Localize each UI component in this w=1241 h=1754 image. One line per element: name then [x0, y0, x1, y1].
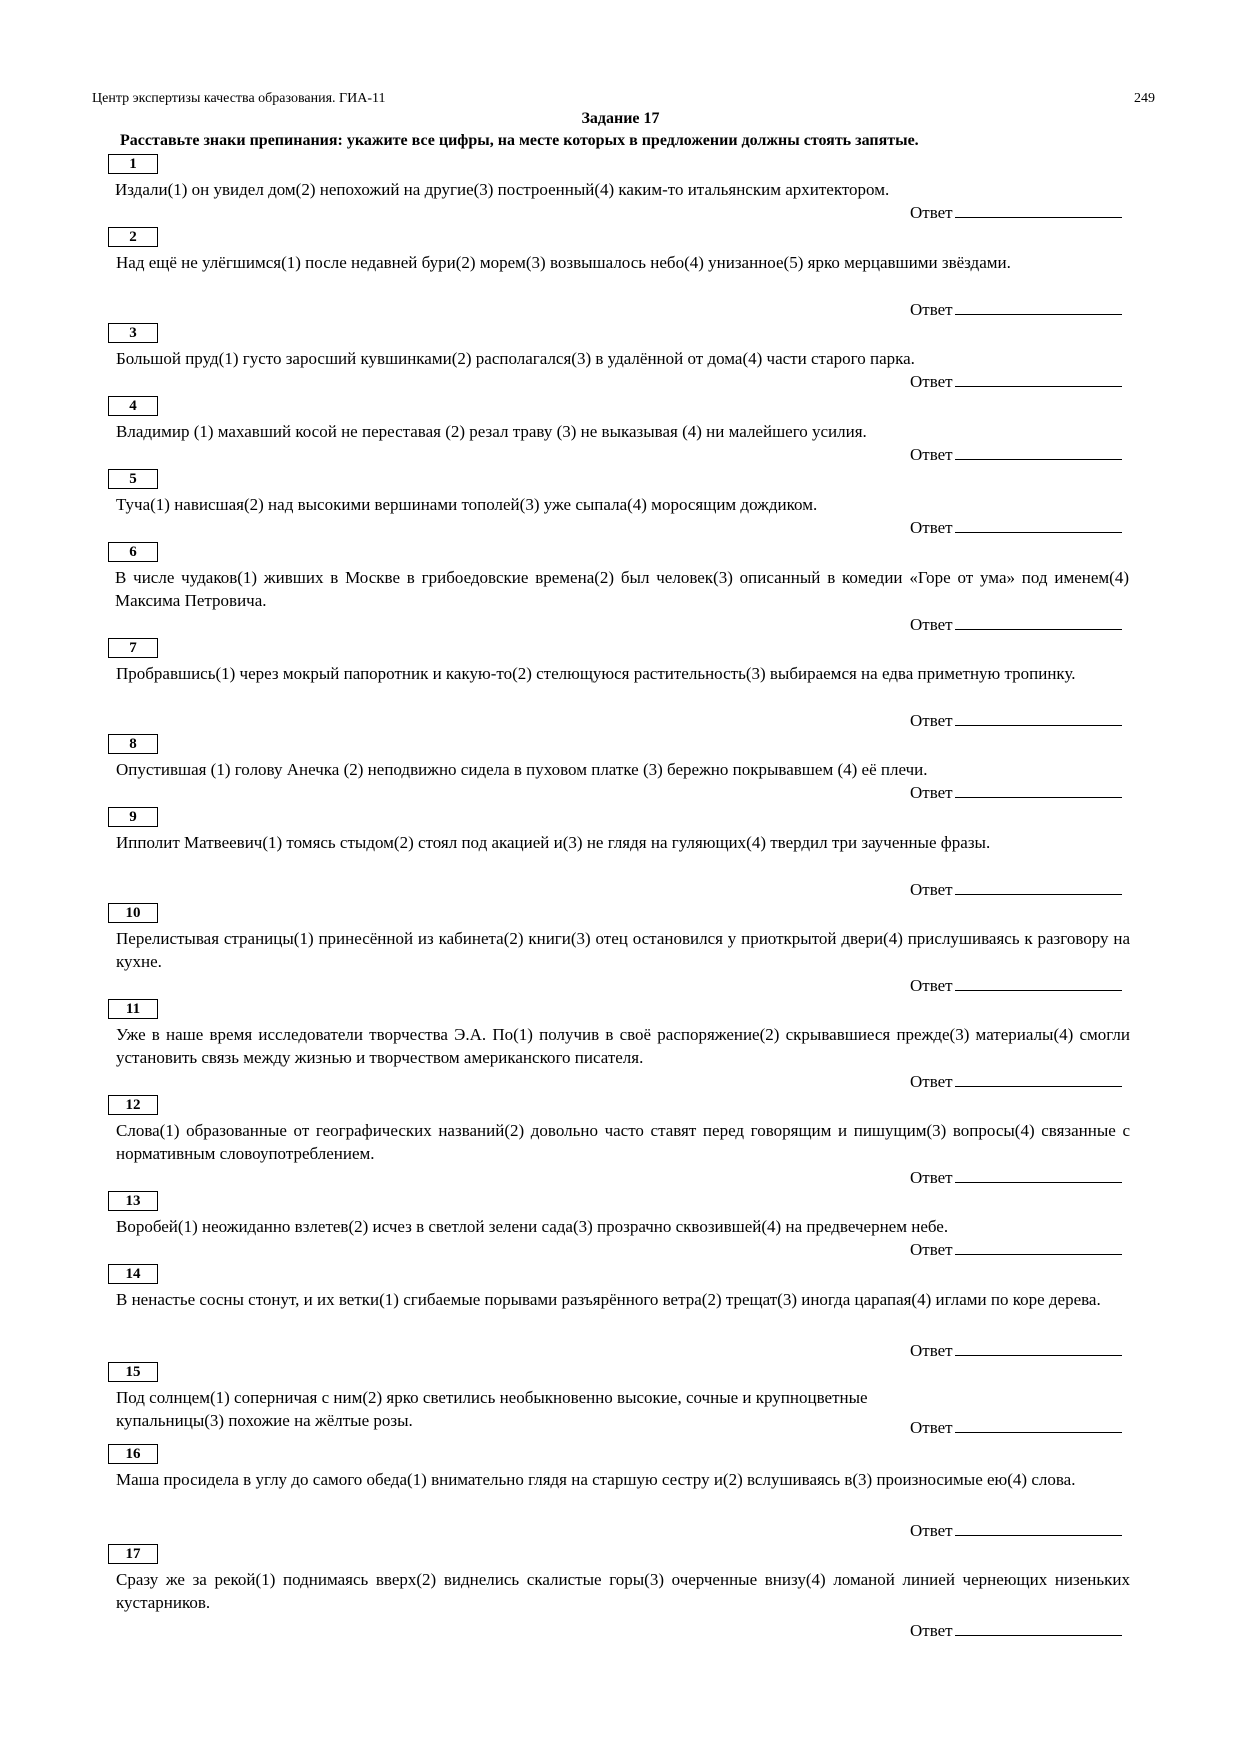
answer-label: Ответ [910, 1521, 953, 1540]
page-number: 249 [1134, 91, 1155, 106]
answer-line[interactable] [955, 1520, 1122, 1536]
answer-line[interactable] [955, 444, 1122, 460]
task-text: Под солнцем(1) соперничая с ним(2) ярко светились необыкновенно высокие, сочные и крупноцветные купальницы(3) похожие на жёлтые розы. [116, 1388, 868, 1430]
answer-field[interactable] [910, 371, 1122, 392]
task-text: Пробравшись(1) через мокрый папоротник и какую-то(2) стелющуюся растительность(3) выбираемся на едва приметную тропинку. [116, 664, 1076, 683]
task-number: 11 [108, 999, 158, 1019]
task-text: Маша просидела в углу до самого обеда(1) внимательно глядя на старшую сестру и(2) вслушиваясь в(3) произносимые ею(4) слова. [116, 1470, 1076, 1489]
task-text: Над ещё не улёгшимся(1) после недавней бури(2) морем(3) возвышалось небо(4) унизанное(5) ярко мерцавшими звёздами. [116, 253, 1011, 272]
task-text: Перелистывая страницы(1) принесённой из кабинета(2) книги(3) отец остановился у приоткрытой двери(4) прислушиваясь к разговору на кухне. [116, 929, 1130, 971]
answer-field[interactable] [910, 444, 1122, 465]
answer-line[interactable] [955, 975, 1122, 991]
answer-label: Ответ [910, 1621, 953, 1640]
task-number: 15 [108, 1362, 158, 1382]
answer-field[interactable] [910, 1071, 1122, 1092]
task-text: Издали(1) он увидел дом(2) непохожий на другие(3) построенный(4) каким-то итальянским архитектором. [115, 180, 890, 199]
answer-line[interactable] [955, 710, 1122, 726]
task-number: 10 [108, 903, 158, 923]
task-text: Ипполит Матвеевич(1) томясь стыдом(2) стоял под акацией и(3) не глядя на гуляющих(4) твердил три заученные фразы. [116, 833, 991, 852]
task-text: Владимир (1) махавший косой не переставая (2) резал траву (3) не выказывая (4) ни малейшего усилия. [116, 422, 867, 441]
task-text: Большой пруд(1) густо заросший кувшинками(2) располагался(3) в удалённой от дома(4) части старого парка. [116, 349, 915, 368]
task-number: 2 [108, 227, 158, 247]
task-text: Опустившая (1) голову Анечка (2) неподвижно сидела в пуховом платке (3) бережно покрывавшем (4) её плечи. [116, 760, 928, 779]
task-text: Туча(1) нависшая(2) над высокими вершинами тополей(3) уже сыпала(4) моросящим дождиком. [116, 495, 818, 514]
task-number: 17 [108, 1544, 158, 1564]
answer-label: Ответ [910, 880, 953, 899]
answer-label: Ответ [910, 372, 953, 391]
task-number: 3 [108, 323, 158, 343]
answer-field[interactable] [910, 1417, 1122, 1438]
task-number: 13 [108, 1191, 158, 1211]
answer-label: Ответ [910, 300, 953, 319]
task-number: 14 [108, 1264, 158, 1284]
task-text: Уже в наше время исследователи творчества Э.А. По(1) получив в своё распоряжение(2) скрывавшиеся прежде(3) материалы(4) смогли установить связь между жизнью и творчеством американского писателя. [116, 1025, 1130, 1067]
task-number: 4 [108, 396, 158, 416]
task-number: 9 [108, 807, 158, 827]
answer-line[interactable] [955, 1340, 1122, 1356]
answer-line[interactable] [955, 614, 1122, 630]
answer-label: Ответ [910, 1240, 953, 1259]
answer-label: Ответ [910, 711, 953, 730]
answer-line[interactable] [955, 202, 1122, 218]
answer-field[interactable] [910, 710, 1122, 731]
answer-field[interactable] [910, 975, 1122, 996]
answer-line[interactable] [955, 879, 1122, 895]
answer-field[interactable] [910, 614, 1122, 635]
answer-label: Ответ [910, 783, 953, 802]
page-title: Задание 17 [581, 110, 660, 127]
answer-field[interactable] [910, 879, 1122, 900]
task-number: 7 [108, 638, 158, 658]
task-text: Сразу же за рекой(1) поднимаясь вверх(2) виднелись скалистые горы(3) очерченные внизу(4) ломаной линией чернеющих низеньких кустарников. [116, 1570, 1130, 1612]
answer-label: Ответ [910, 1168, 953, 1187]
answer-field[interactable] [910, 1620, 1122, 1641]
answer-field[interactable] [910, 1520, 1122, 1541]
task-number: 5 [108, 469, 158, 489]
answer-field[interactable] [910, 299, 1122, 320]
answer-line[interactable] [955, 1620, 1122, 1636]
task-number: 1 [108, 154, 158, 174]
answer-label: Ответ [910, 615, 953, 634]
task-text: Слова(1) образованные от географических названий(2) довольно часто ставят перед говорящим и пишущим(3) вопросы(4) связанные с нормативным словоупотреблением. [116, 1121, 1130, 1163]
answer-line[interactable] [955, 517, 1122, 533]
task-text: В ненастье сосны стонут, и их ветки(1) сгибаемые порывами разъярённого ветра(2) трещат(3) иногда царапая(4) иглами по коре дерева. [116, 1290, 1101, 1309]
answer-line[interactable] [955, 782, 1122, 798]
header-source: Центр экспертизы качества образования. ГИА-11 [92, 91, 386, 106]
answer-label: Ответ [910, 445, 953, 464]
answer-field[interactable] [910, 1167, 1122, 1188]
answer-label: Ответ [910, 518, 953, 537]
answer-field[interactable] [910, 1239, 1122, 1260]
task-text: Воробей(1) неожиданно взлетев(2) исчез в светлой зелени сада(3) прозрачно сквозившей(4) на предвечернем небе. [116, 1217, 949, 1236]
answer-label: Ответ [910, 1072, 953, 1091]
answer-line[interactable] [955, 1071, 1122, 1087]
answer-line[interactable] [955, 1167, 1122, 1183]
task-number: 12 [108, 1095, 158, 1115]
answer-field[interactable] [910, 1340, 1122, 1361]
task-text: В числе чудаков(1) живших в Москве в грибоедовские времена(2) был человек(3) описанный в комедии «Горе от ума» под именем(4) Максима Петровича. [115, 568, 1129, 610]
answer-line[interactable] [955, 1417, 1122, 1433]
answer-label: Ответ [910, 203, 953, 222]
task-number: 8 [108, 734, 158, 754]
answer-field[interactable] [910, 202, 1122, 223]
answer-label: Ответ [910, 976, 953, 995]
instruction: Расставьте знаки препинания: укажите все цифры, на месте которых в предложении должны стоять запятые. [120, 132, 919, 149]
answer-line[interactable] [955, 1239, 1122, 1255]
task-number: 6 [108, 542, 158, 562]
answer-line[interactable] [955, 299, 1122, 315]
answer-label: Ответ [910, 1341, 953, 1360]
task-number: 16 [108, 1444, 158, 1464]
answer-label: Ответ [910, 1418, 953, 1437]
answer-field[interactable] [910, 517, 1122, 538]
answer-field[interactable] [910, 782, 1122, 803]
answer-line[interactable] [955, 371, 1122, 387]
